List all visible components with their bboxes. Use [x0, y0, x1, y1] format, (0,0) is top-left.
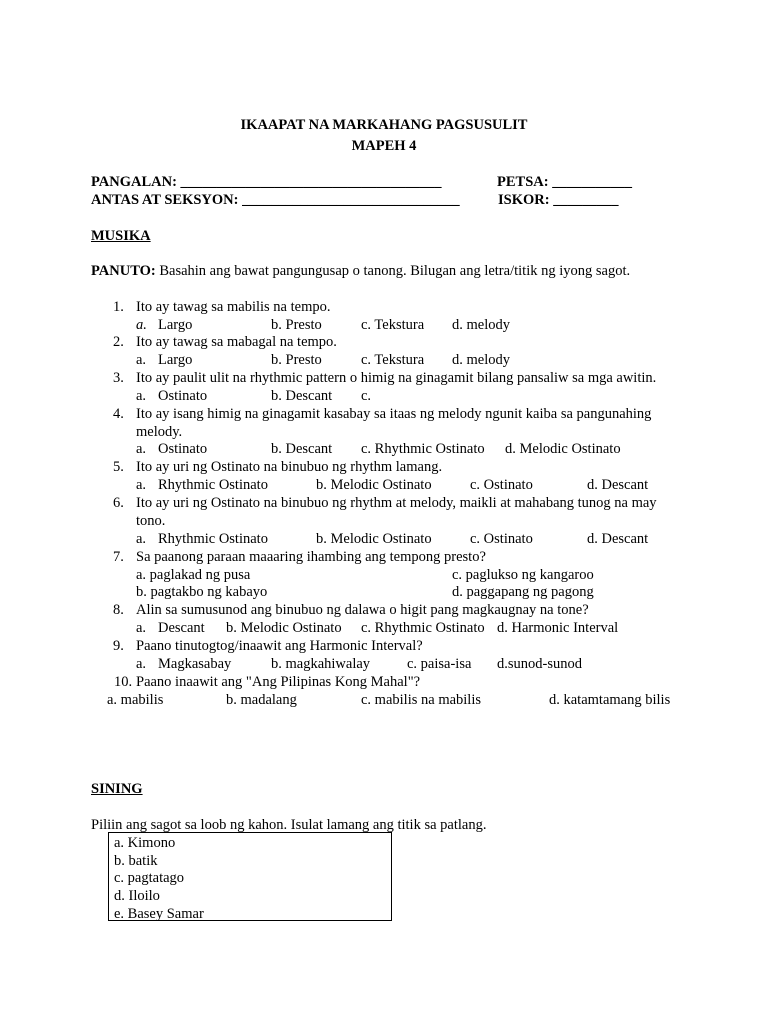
choice: Magkasabay — [158, 656, 232, 672]
question-number: 2. — [113, 334, 124, 350]
sining-instructions: Piliin ang sagot sa loob ng kahon. Isulat lamang ang titik sa patlang. — [91, 817, 487, 833]
question-text-continued: melody. — [136, 424, 183, 440]
choice: b. magkahiwalay — [271, 656, 371, 672]
box-item: d. Iloilo — [114, 888, 160, 904]
choice: c. Rhythmic Ostinato — [361, 620, 485, 636]
question-number: 4. — [113, 406, 124, 422]
question-number: 9. — [113, 638, 124, 654]
choice: c. mabilis na mabilis — [361, 692, 482, 708]
question-text: Ito ay uri ng Ostinato na binubuo ng rhythm lamang. — [136, 459, 443, 475]
section-heading-musika: MUSIKA — [91, 228, 151, 244]
choice: b. Melodic Ostinato — [316, 531, 432, 547]
question-text-continued: tono. — [136, 513, 166, 529]
choice: Rhythmic Ostinato — [158, 477, 268, 493]
question-text: Paano inaawit ang "Ang Pilipinas Kong Mahal"? — [136, 674, 421, 690]
choice: b. Descant — [271, 388, 333, 404]
section-field: ANTAS AT SEKSYON: ______________________________ — [91, 192, 460, 208]
question-number: 10. — [114, 674, 133, 690]
choice: d. melody — [452, 317, 510, 333]
box-item: b. batik — [114, 853, 158, 869]
question-text: Ito ay isang himig na ginagamit kasabay sa itaas ng melody ngunit kaiba sa pangunahing — [136, 406, 652, 422]
box-item: c. pagtatago — [114, 870, 185, 886]
choice: d. Melodic Ostinato — [505, 441, 621, 457]
choice: Ostinato — [158, 441, 208, 457]
section-heading-sining: SINING — [91, 781, 143, 797]
question-text: Sa paanong paraan maaaring ihambing ang tempong presto? — [136, 549, 486, 565]
question-number: 6. — [113, 495, 124, 511]
choice: d. Harmonic Interval — [497, 620, 619, 636]
choice: d.sunod-sunod — [497, 656, 582, 672]
box-item: a. Kimono — [114, 835, 176, 851]
date-field: PETSA: ___________ — [497, 174, 632, 190]
exam-subtitle: MAPEH 4 — [351, 138, 417, 154]
exam-title: IKAAPAT NA MARKAHANG PAGSUSULIT — [240, 117, 528, 133]
question-number: 1. — [113, 299, 124, 315]
question-text: Ito ay tawag sa mabagal na tempo. — [136, 334, 337, 350]
score-field: ISKOR: _________ — [498, 192, 619, 208]
choice: Largo — [158, 317, 193, 333]
choice: b. Melodic Ostinato — [226, 620, 342, 636]
question-text: Paano tinutogtog/inaawit ang Harmonic Interval? — [136, 638, 423, 654]
choice: c. Tekstura — [361, 317, 425, 333]
choice: Largo — [158, 352, 193, 368]
question-text: Alin sa sumusunod ang binubuo ng dalawa o higit pang magkaugnay na tone? — [136, 602, 589, 618]
question-number: 5. — [113, 459, 124, 475]
choice: d. melody — [452, 352, 510, 368]
choice: d. katamtamang bilis — [549, 692, 671, 708]
question-text: Ito ay uri ng Ostinato na binubuo ng rhythm at melody, maikli at mahabang tunog na may — [136, 495, 657, 511]
choice: d. paggapang ng pagong — [452, 584, 594, 600]
box-item: e. Basey Samar — [114, 906, 204, 922]
choice: Ostinato — [158, 388, 208, 404]
choice-letter: a. — [136, 477, 147, 493]
choice-letter: a. — [136, 441, 147, 457]
choice: d. Descant — [587, 477, 649, 493]
choice: c. Ostinato — [470, 531, 533, 547]
instructions-label: PANUTO: — [91, 263, 156, 279]
question-number: 3. — [113, 370, 124, 386]
instructions-text: Basahin ang bawat pangungusap o tanong. Bilugan ang letra/titik ng iyong sagot. — [155, 263, 631, 279]
choice: b. Descant — [271, 441, 333, 457]
choice: b. Presto — [271, 352, 322, 368]
choice: a. paglakad ng pusa — [136, 567, 251, 583]
choice-letter: a. — [136, 352, 147, 368]
choice: c. Tekstura — [361, 352, 425, 368]
choice-letter: a. — [136, 388, 147, 404]
question-number: 7. — [113, 549, 124, 565]
choice: c. paglukso ng kangaroo — [452, 567, 594, 583]
choice-letter: a. — [136, 531, 147, 547]
question-text: Ito ay tawag sa mabilis na tempo. — [136, 299, 331, 315]
question-text: Ito ay paulit ulit na rhythmic pattern o himig na ginagamit bilang pansaliw sa mga awitin. — [136, 370, 657, 386]
choice-letter: a. — [136, 620, 147, 636]
choice: b. Melodic Ostinato — [316, 477, 432, 493]
question-number: 8. — [113, 602, 124, 618]
choice: b. Presto — [271, 317, 322, 333]
choice-letter: a. — [136, 317, 147, 333]
choice: Rhythmic Ostinato — [158, 531, 268, 547]
choice: a. mabilis — [107, 692, 164, 708]
choice: c. — [361, 388, 372, 404]
choice: b. pagtakbo ng kabayo — [136, 584, 268, 600]
choice: c. Ostinato — [470, 477, 533, 493]
choice: c. paisa-isa — [407, 656, 472, 672]
choice-letter: a. — [136, 656, 147, 672]
choice: d. Descant — [587, 531, 649, 547]
name-field: PANGALAN: ____________________________________ — [91, 174, 442, 190]
choice: c. Rhythmic Ostinato — [361, 441, 485, 457]
choice: b. madalang — [226, 692, 297, 708]
instructions — [91, 262, 630, 280]
choice: Descant — [158, 620, 205, 636]
